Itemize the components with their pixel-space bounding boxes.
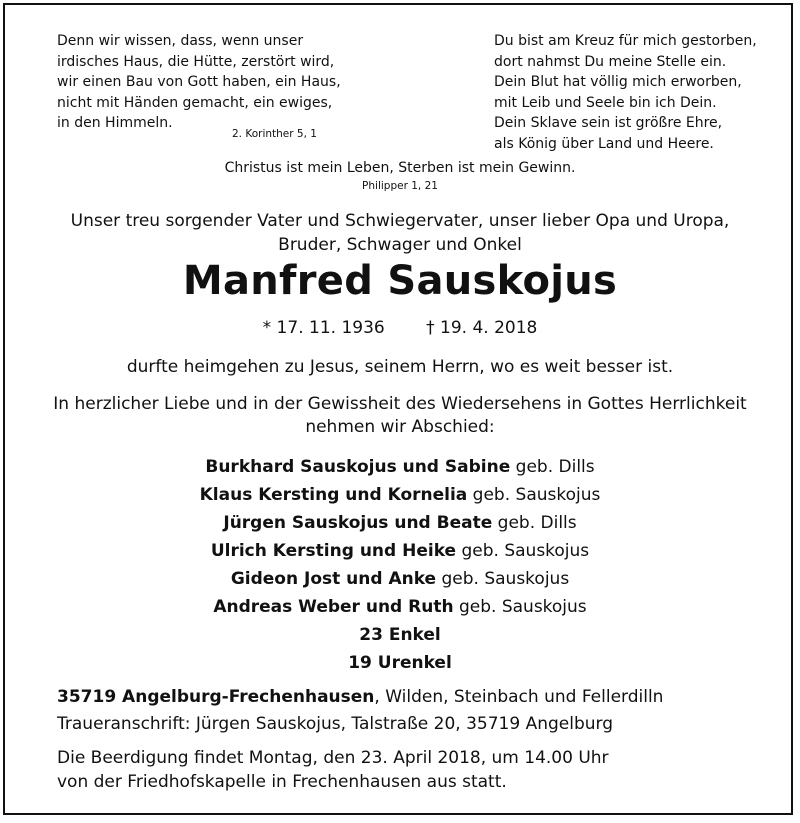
family-maiden-name: geb. Sauskojus [453,597,587,617]
family-entry [0,537,800,565]
family-list [0,453,800,677]
family-names: 23 Enkel [359,625,441,645]
birth-date: * 17. 11. 1936 [262,318,385,338]
heimgehen-text: durfte heimgehen zu Jesus, seinem Herrn, wo es weit besser ist. [126,357,674,377]
verse-right-line: dort nahmst Du meine Stelle ein. [494,53,727,70]
great-grandchildren-count [0,649,800,677]
family-maiden-name: geb. Sauskojus [436,569,570,589]
intro-line: Unser treu sorgender Vater und Schwiegervater, unser lieber Opa und Uropa, [70,211,730,231]
abschied-line: nehmen wir Abschied: [305,417,495,437]
deceased-name: Manfred Sauskojus [182,258,618,304]
verse-right-line: Dein Blut hat völlig mich erworben, [494,74,742,90]
family-names: 19 Urenkel [348,653,452,673]
place-line [57,684,663,710]
verse-left [57,31,341,134]
grandchildren-count [0,621,800,649]
verse-left-reference: 2. Korinther 5, 1 [232,128,317,140]
family-entry [0,509,800,537]
family-entry [0,593,800,621]
verse-right [494,31,757,154]
verse-left-line: in den Himmeln. [57,115,173,131]
intro-line: Bruder, Schwager und Onkel [278,235,522,255]
verse-right-line: als König über Land und Heere. [494,135,714,152]
family-maiden-name: geb. Dills [492,513,577,533]
family-names: Jürgen Sauskojus und Beate [223,513,493,533]
verse-right-line: Du bist am Kreuz für mich gestorben, [494,33,757,49]
place-others: , Wilden, Steinbach und Fellerdilln [374,687,664,707]
verse-right-line: Dein Sklave sein ist größre Ehre, [494,115,723,131]
verse-left-line: wir einen Bau von Gott haben, ein Haus, [57,74,341,90]
family-names: Andreas Weber und Ruth [213,597,454,617]
mourning-address: Traueranschrift: Jürgen Sauskojus, Talstraße 20, 35719 Angelburg [57,714,613,734]
family-maiden-name: geb. Sauskojus [467,485,601,505]
burial-info [57,746,609,794]
life-dates [0,318,800,338]
family-names: Burkhard Sauskojus und Sabine [205,457,511,477]
death-date: † 19. 4. 2018 [426,318,538,338]
family-names: Gideon Jost und Anke [230,569,437,589]
abschied-line: In herzlicher Liebe und in der Gewissheit des Wiedersehens in Gottes Herrlichkeit [53,394,747,414]
family-entry [0,565,800,593]
family-names: Ulrich Kersting und Heike [210,541,457,561]
family-names: Klaus Kersting und Kornelia [199,485,468,505]
intro [0,209,800,257]
verse-left-line: irdisches Haus, die Hütte, zerstört wird, [57,53,335,70]
abschied-text [0,393,800,439]
verse-left-line: nicht mit Händen gemacht, ein ewiges, [57,94,333,111]
family-entry [0,453,800,481]
verse-left-line: Denn wir wissen, dass, wenn unser [57,33,304,49]
family-maiden-name: geb. Dills [510,457,595,477]
burial-line: Die Beerdigung findet Montag, den 23. April 2018, um 14.00 Uhr [57,748,609,768]
family-maiden-name: geb. Sauskojus [456,541,590,561]
motto-reference: Philipper 1, 21 [362,180,438,192]
family-entry [0,481,800,509]
burial-line: von der Friedhofskapelle in Frechenhausen aus statt. [57,772,507,792]
place-main: 35719 Angelburg-Frechenhausen [57,687,375,707]
verse-right-line: mit Leib und Seele bin ich Dein. [494,94,717,111]
motto-text: Christus ist mein Leben, Sterben ist mein Gewinn. [224,160,576,176]
